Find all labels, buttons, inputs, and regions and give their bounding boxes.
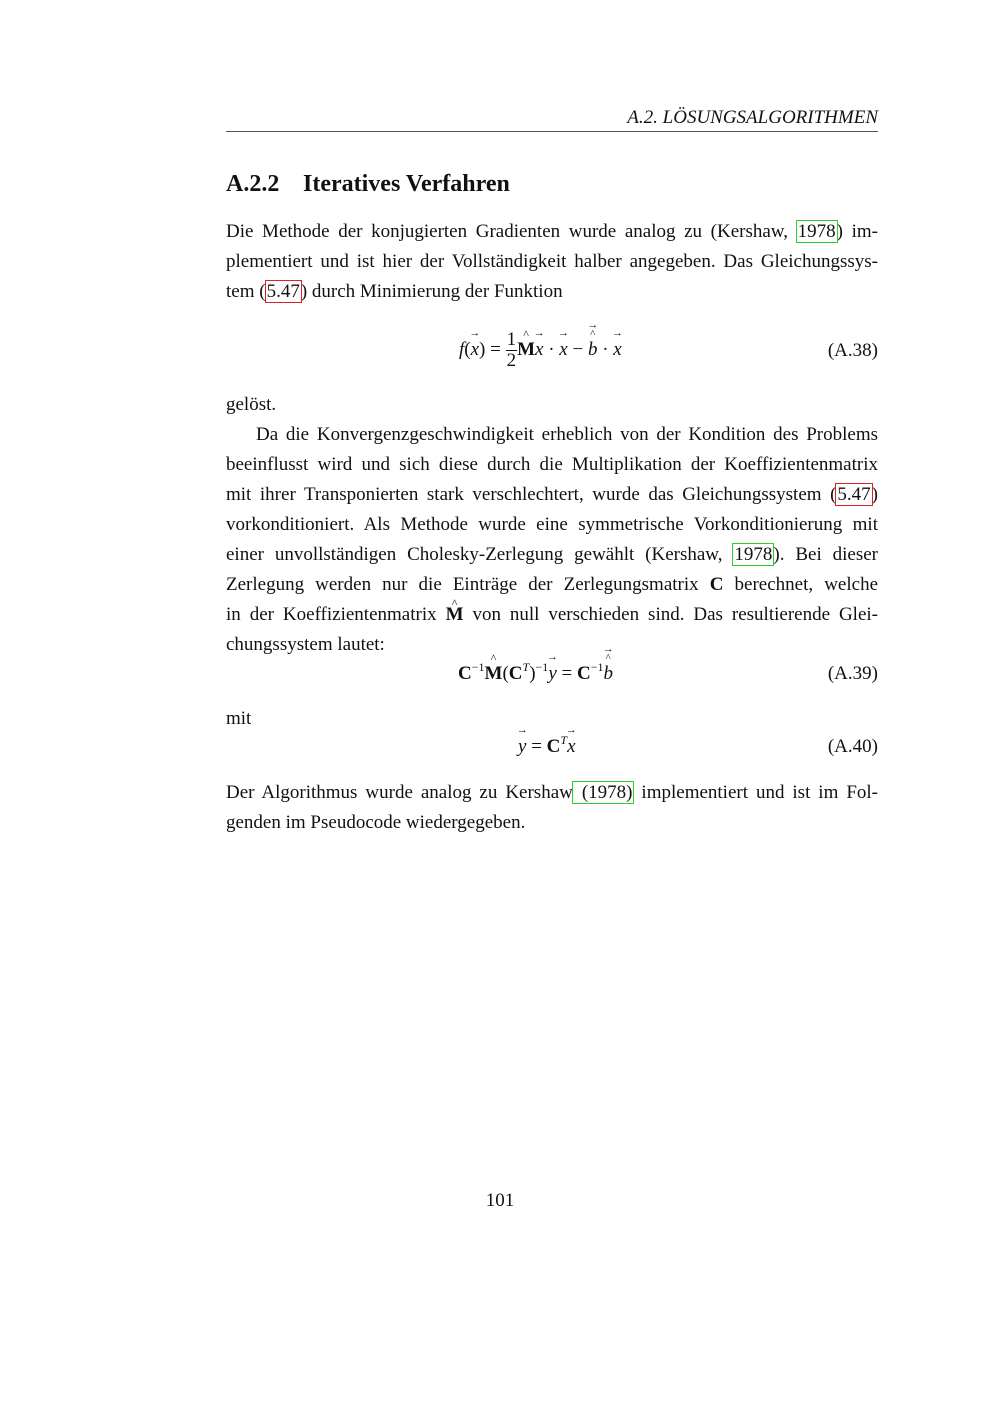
text-span: ). Bei dieser bbox=[773, 544, 878, 565]
text-line: beeinflusst wird und sich diese durch die Multiplikation der Koeffizientenmatrix bbox=[226, 454, 878, 475]
fraction-denominator: 2 bbox=[506, 350, 517, 371]
math-vector: → b ^ bbox=[588, 339, 598, 361]
equation-a39 bbox=[226, 660, 878, 700]
equation-body bbox=[518, 733, 576, 758]
math-matrix: ^ M bbox=[446, 600, 464, 630]
text-span: in der Koeffizientenmatrix bbox=[226, 604, 446, 625]
text-span: ) im- bbox=[836, 221, 878, 242]
text-line bbox=[226, 480, 878, 510]
text-line bbox=[226, 778, 878, 808]
section-title: Iteratives Verfahren bbox=[303, 171, 510, 197]
equation-a38 bbox=[226, 330, 878, 370]
text-span: ) bbox=[871, 484, 878, 505]
math-matrix: C bbox=[458, 663, 472, 684]
math-symbol: · bbox=[548, 338, 555, 360]
paragraph-algorithm bbox=[226, 778, 878, 838]
math-superscript: −1 bbox=[590, 660, 604, 674]
running-header bbox=[226, 104, 878, 132]
paragraph-geloest bbox=[226, 390, 878, 420]
equation-link[interactable]: 5.47 bbox=[837, 484, 871, 505]
text-line: Da die Konvergenzgeschwindigkeit erheblich von der Kondition des Problems bbox=[256, 424, 878, 445]
math-symbol: ) bbox=[529, 663, 536, 684]
text-span: Zerlegung werden nur die Einträge der Zerlegungsmatrix bbox=[226, 574, 710, 595]
equation-label: (A.38) bbox=[827, 340, 878, 361]
equation-body bbox=[458, 660, 613, 685]
text-span: von null verschieden sind. Das resultierende Glei- bbox=[463, 604, 878, 625]
text-line bbox=[226, 570, 878, 600]
citation-link[interactable]: (1978) bbox=[573, 782, 633, 803]
math-superscript: T bbox=[522, 660, 530, 674]
math-vector: → x bbox=[559, 339, 567, 361]
text-span: ) durch Minimierung der Funktion bbox=[300, 281, 563, 302]
fraction-numerator: 1 bbox=[506, 329, 517, 350]
running-title: A.2. LÖSUNGSALGORITHMEN bbox=[627, 107, 878, 128]
math-superscript: −1 bbox=[471, 660, 485, 674]
citation-link[interactable]: 1978 bbox=[734, 544, 773, 565]
section-number: A.2.2 bbox=[226, 171, 280, 197]
citation-link[interactable]: 1978 bbox=[797, 221, 836, 242]
text-span: berechnet, welche bbox=[723, 574, 879, 595]
math-symbol: f bbox=[459, 338, 465, 360]
equation-label: (A.40) bbox=[827, 736, 878, 757]
math-matrix: C bbox=[546, 736, 561, 757]
text-line bbox=[226, 600, 878, 630]
text-span: implementiert und ist im Fol- bbox=[633, 782, 878, 803]
equation-body bbox=[459, 330, 622, 371]
math-matrix: C bbox=[508, 663, 523, 684]
text-line: gelöst. bbox=[226, 394, 277, 415]
text-line: vorkonditioniert. Als Methode wurde eine symmetrische Vorkonditionierung mit bbox=[226, 514, 878, 535]
paragraph-preconditioning bbox=[226, 420, 878, 660]
math-vector: → x bbox=[471, 339, 479, 361]
math-symbol: ( bbox=[502, 663, 509, 684]
math-matrix: C bbox=[709, 574, 724, 595]
text-span: Der Algorithmus wurde analog zu Kershaw bbox=[226, 782, 573, 803]
math-symbol: = bbox=[561, 663, 573, 684]
math-vector: → x bbox=[567, 736, 575, 758]
math-symbol: = bbox=[531, 736, 542, 757]
math-matrix: C bbox=[576, 663, 591, 684]
text-line: mit bbox=[226, 708, 252, 729]
paragraph-intro bbox=[226, 217, 878, 307]
equation-link[interactable]: 5.47 bbox=[266, 281, 300, 302]
equation-a40 bbox=[226, 733, 878, 776]
math-symbol: · bbox=[602, 338, 609, 360]
math-vector: → x bbox=[613, 339, 621, 361]
math-fraction bbox=[506, 330, 518, 371]
math-symbol: ( bbox=[464, 338, 471, 360]
text-line: plementiert und ist hier der Vollständigkeit halber angegeben. Das Gleichungssys- bbox=[226, 251, 878, 272]
equation-label: (A.39) bbox=[827, 663, 878, 684]
text-line bbox=[226, 540, 878, 570]
section-heading bbox=[226, 171, 510, 198]
math-matrix: ^ M bbox=[485, 663, 503, 685]
text-span: Die Methode der konjugierten Gradienten wurde analog zu (Kershaw, bbox=[226, 221, 797, 242]
text-line bbox=[226, 217, 878, 247]
paragraph-mit bbox=[226, 704, 878, 734]
math-vector: → b ^ bbox=[603, 663, 613, 685]
text-span: tem ( bbox=[226, 281, 266, 302]
text-span: einer unvollständigen Cholesky-Zerlegung gewählt (Kershaw, bbox=[226, 544, 734, 565]
text-span: mit ihrer Transponierten stark verschlechtert, wurde das Gleichungssystem ( bbox=[226, 484, 837, 505]
math-vector: → y bbox=[518, 736, 526, 758]
math-superscript: T bbox=[560, 733, 568, 747]
math-vector: → y bbox=[548, 663, 556, 685]
math-symbol: − bbox=[572, 338, 584, 360]
text-line: chungssystem lautet: bbox=[226, 634, 385, 655]
text-line bbox=[226, 277, 878, 307]
text-line: genden im Pseudocode wiedergegeben. bbox=[226, 812, 526, 833]
page-number: 101 bbox=[485, 1190, 515, 1211]
math-superscript: −1 bbox=[535, 660, 549, 674]
math-symbol: ) = bbox=[479, 338, 501, 360]
math-matrix: ^ M bbox=[517, 339, 535, 361]
math-vector: → x bbox=[535, 339, 543, 361]
